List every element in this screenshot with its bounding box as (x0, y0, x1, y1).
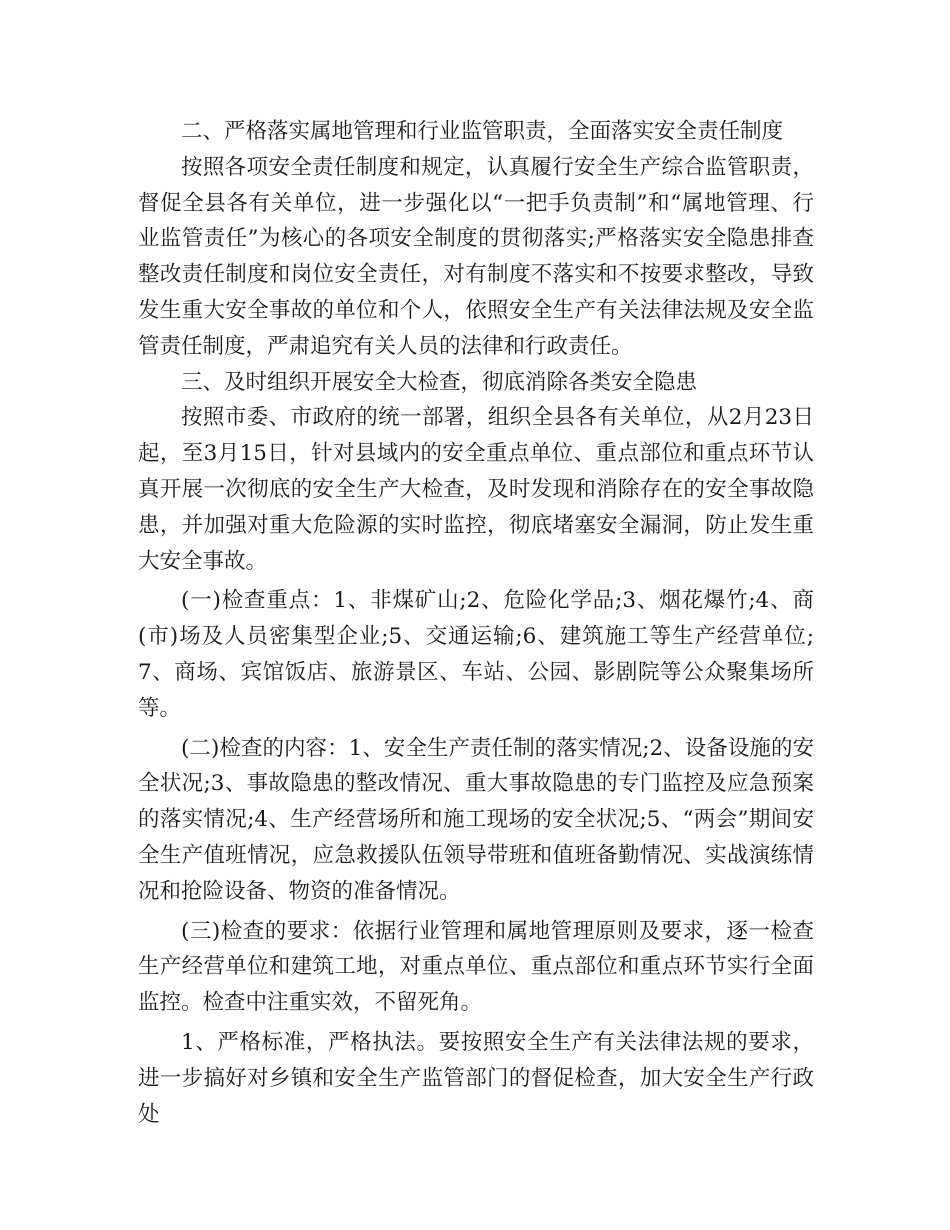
paragraph: 按照各项安全责任制度和规定，认真履行安全生产综合监管职责，督促全县各有关单位，进一步强化以“一把手负责制”和“属地管理、行业监管责任”为核心的各项安全制度的贯彻落实;严格落实安全隐患排查整改责任制度和岗位安全责任，对有制度不落实和不按要求整改，导致发生重大安全事故的单位和个人，依照安全生产有关法律法规及安全监管责任制度，严肃追究有关人员的法律和行政责任。 (138, 154, 814, 359)
paragraph-inspection-content: (二)检查的内容：1、安全生产责任制的落实情况;2、设备设施的安全状况;3、事故隐患的整改情况、重大事故隐患的专门监控及应急预案的落实情况;4、生产经营场所和施工现场的安全状况;5、“两会”期间安全生产值班情况，应急救援队伍领导带班和值班备勤情况、实战演练情况和抢险设备、物资的准备情况。 (138, 735, 814, 904)
paragraph-inspection-focus: (一)检查重点：1、非煤矿山;2、危险化学品;3、烟花爆竹;4、商(市)场及人员密集型企业;5、交通运输;6、建筑施工等生产经营单位;7、商场、宾馆饭店、旅游景区、车站、公园、影剧院等公众聚集场所等。 (138, 588, 814, 721)
section-heading-2: 二、严格落实属地管理和行业监管职责，全面落实安全责任制度 (181, 119, 784, 144)
section-heading-3: 三、及时组织开展安全大检查，彻底消除各类安全隐患 (181, 369, 698, 395)
document-body (138, 114, 814, 1132)
paragraph: 按照市委、市政府的统一部署，组织全县各有关单位，从2月23日起，至3月15日，针对县域内的安全重点单位、重点部位和重点环节认真开展一次彻底的安全生产大检查，及时发现和消除存在的安全事故隐患，并加强对重大危险源的实时监控，彻底堵塞安全漏洞，防止发生重大安全事故。 (138, 405, 814, 574)
paragraph-strict-standards: 1、严格标准，严格执法。要按照安全生产有关法律法规的要求，进一步搞好对乡镇和安全生产监管部门的督促检查，加大安全生产行政处 (138, 1029, 814, 1127)
paragraph-inspection-requirements: (三)检查的要求：依据行业管理和属地管理原则及要求，逐一检查生产经营单位和建筑工地，对重点单位、重点部位和重点环节实行全面监控。检查中注重实效，不留死角。 (138, 918, 814, 1016)
